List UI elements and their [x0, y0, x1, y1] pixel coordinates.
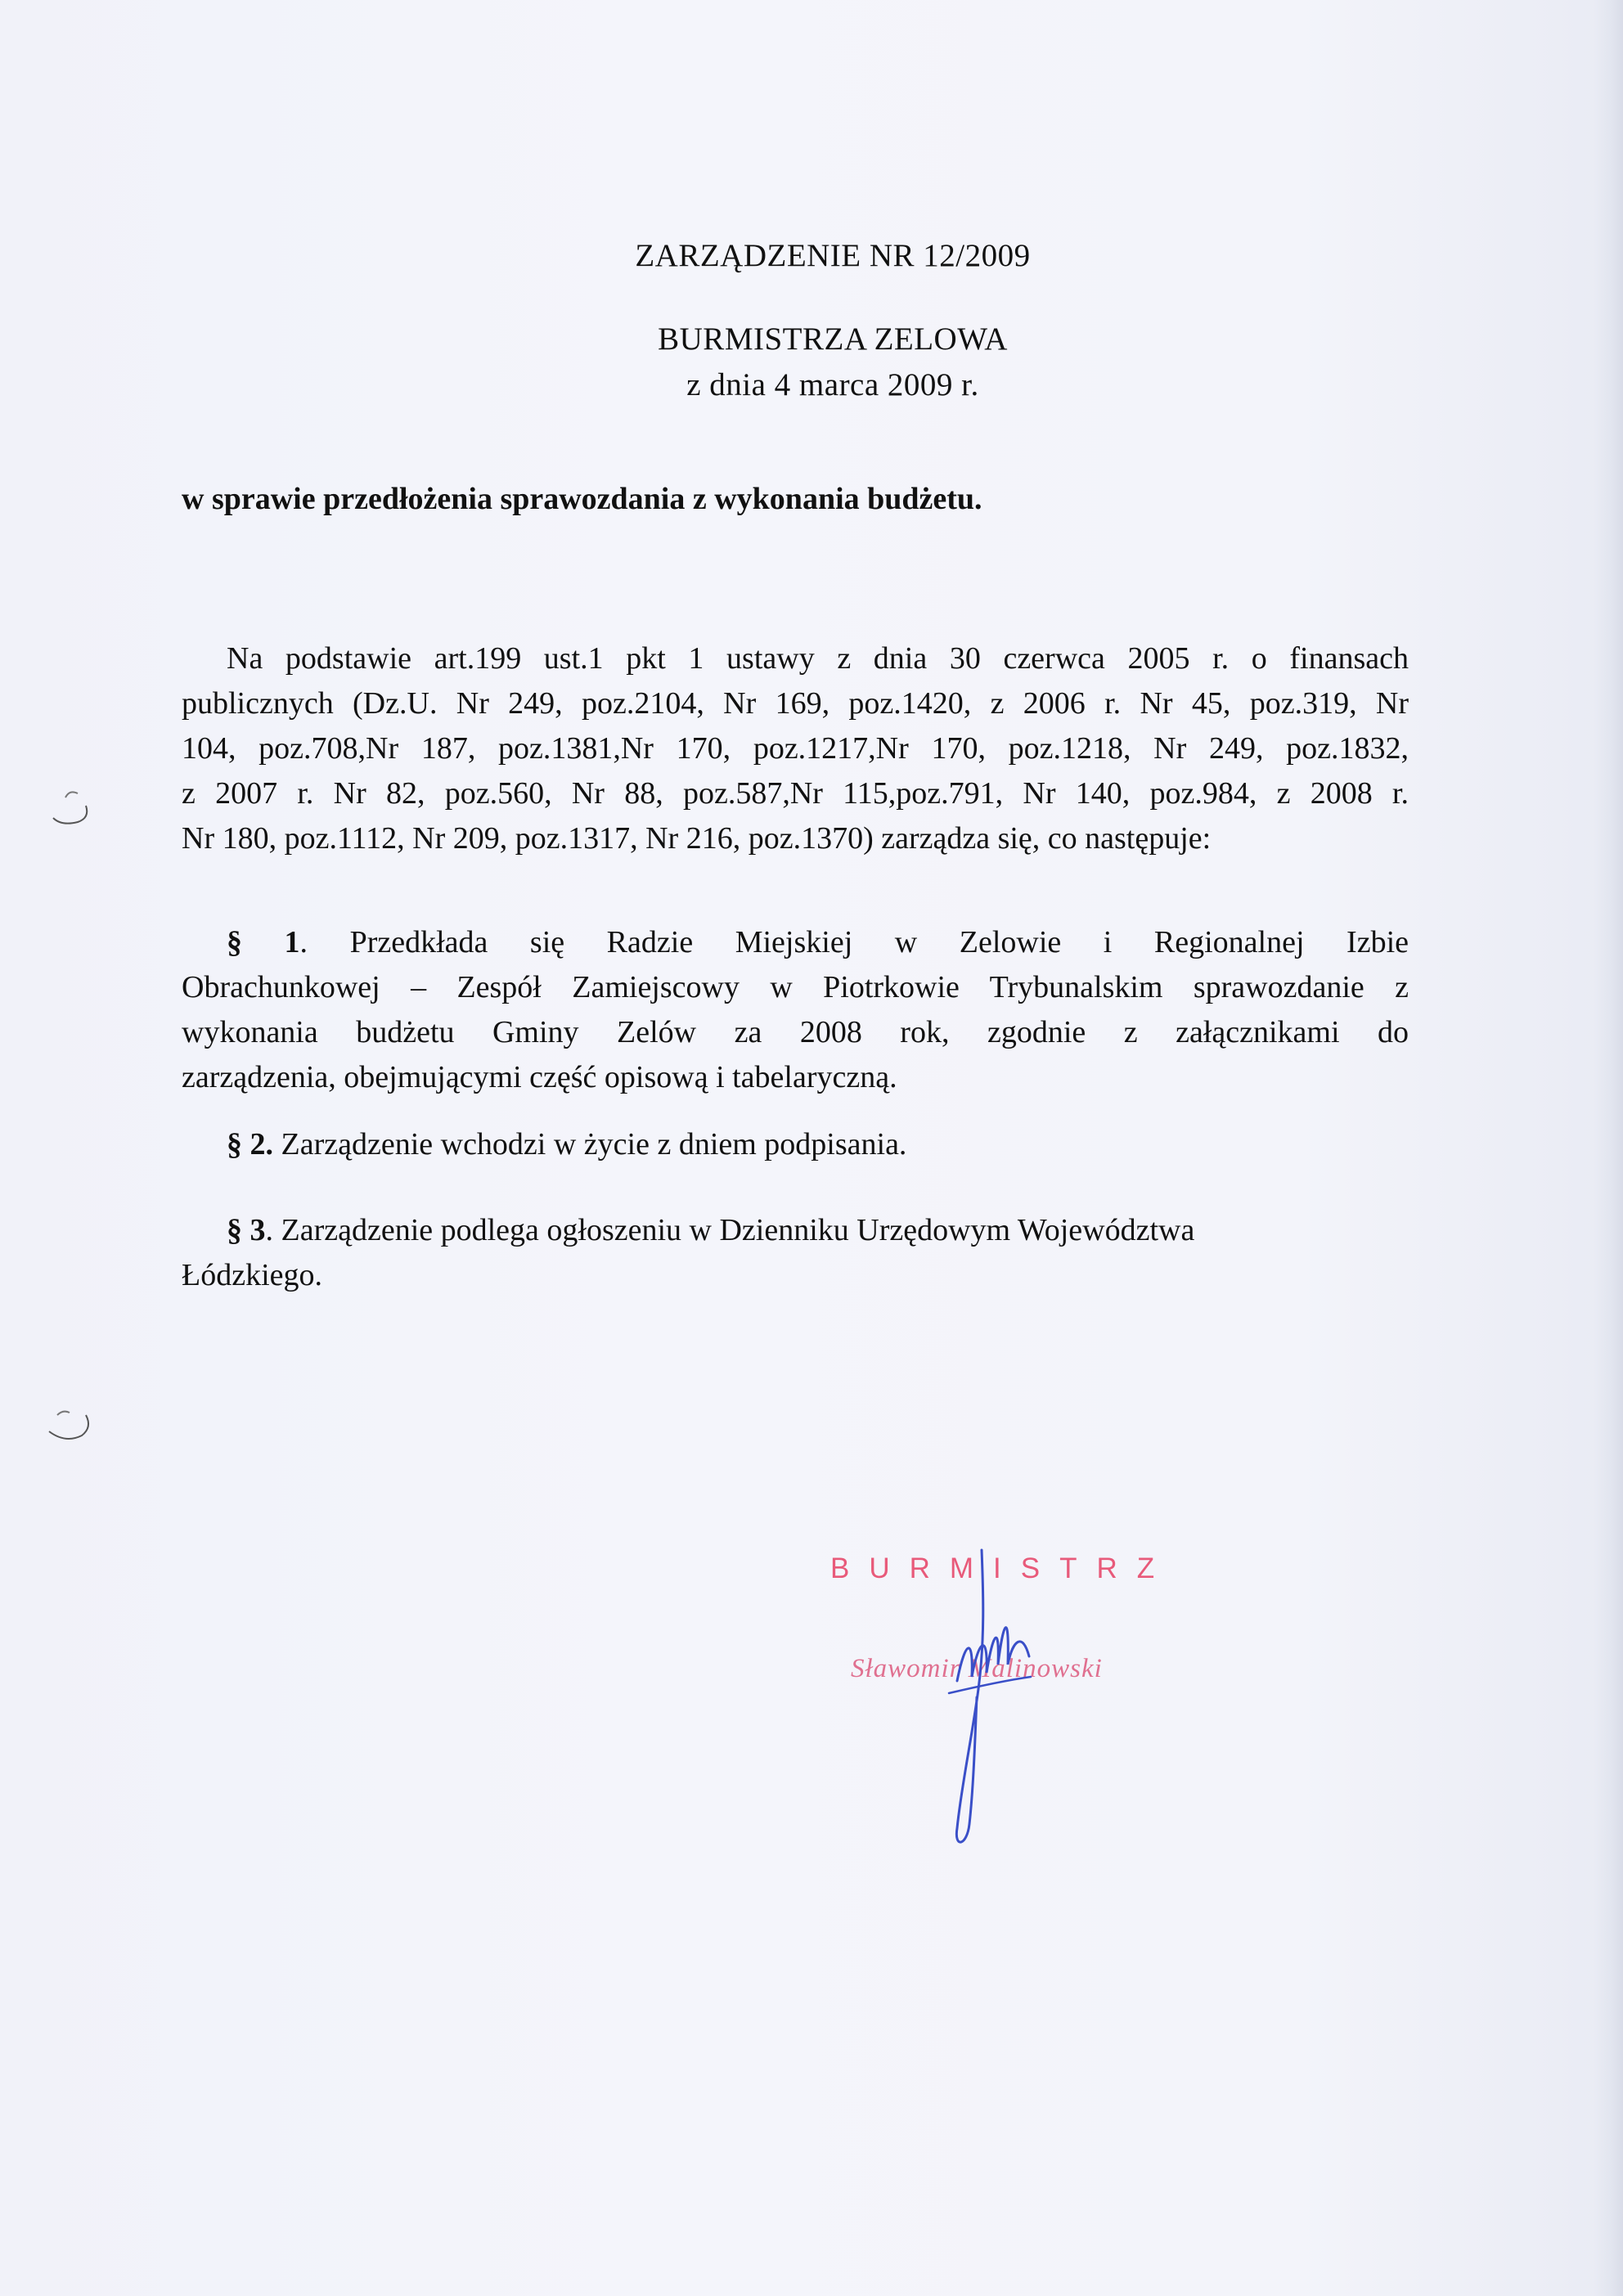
legal-basis-line: publicznych (Dz.U. Nr 249, poz.2104, Nr 169, poz.1420, z 2006 r. Nr 45, poz.319, Nr: [182, 686, 1409, 721]
punch-hole-mark: [45, 1403, 102, 1452]
document-title: ZARZĄDZENIE NR 12/2009: [635, 238, 1031, 273]
section-mark: § 1: [227, 925, 300, 959]
section-text-line: wykonania budżetu Gminy Zelów za 2008 rok, zgodnie z załącznikami do: [182, 1015, 1409, 1049]
punch-hole-mark: [45, 781, 102, 830]
section-text-line: zarządzenia, obejmującymi część opisową i tabelaryczną.: [182, 1060, 897, 1094]
legal-basis-line: 104, poz.708,Nr 187, poz.1381,Nr 170, poz.1217,Nr 170, poz.1218, Nr 249, poz.1832,: [182, 731, 1409, 766]
stamp-title: BURMISTRZ: [830, 1552, 1175, 1584]
section-text-line: Łódzkiego.: [182, 1258, 323, 1292]
legal-basis-line: Nr 180, poz.1112, Nr 209, poz.1317, Nr 216, poz.1370) zarządza się, co następuje:: [182, 821, 1212, 856]
section-text: . Przedkłada się Radzie Miejskiej w Zelowie i Regionalnej Izbie: [299, 925, 1409, 959]
section-3: [182, 1208, 1409, 1298]
section-mark: § 2.: [227, 1127, 273, 1161]
section-text: . Zarządzenie podlega ogłoszeniu w Dzienniku Urzędowym Województwa: [265, 1213, 1195, 1247]
handwritten-signature: [924, 1542, 1039, 1853]
issuing-authority: BURMISTRZA ZELOWA: [658, 321, 1008, 357]
section-3-first-line: [182, 1208, 1409, 1253]
legal-basis-line: z 2007 r. Nr 82, poz.560, Nr 88, poz.587,Nr 115,poz.791, Nr 140, poz.984, z 2008 r.: [182, 776, 1409, 811]
legal-basis-line: Na podstawie art.199 ust.1 pkt 1 ustawy z dnia 30 czerwca 2005 r. o finansach: [227, 641, 1409, 676]
document-date: z dnia 4 marca 2009 r.: [686, 367, 979, 402]
section-2: [182, 1122, 1409, 1167]
legal-basis-paragraph: [182, 636, 1409, 861]
section-text-line: Obrachunkowej – Zespół Zamiejscowy w Piotrkowie Trybunalskim sprawozdanie z: [182, 970, 1409, 1004]
section-1-first-line: [182, 920, 1409, 965]
section-2-first-line: [182, 1122, 1409, 1167]
section-1: [182, 920, 1409, 1100]
section-text: Zarządzenie wchodzi w życie z dniem podpisania.: [273, 1127, 907, 1161]
document-subject: w sprawie przedłożenia sprawozdania z wykonania budżetu.: [182, 482, 982, 516]
stamp-name: Sławomir Malinowski: [851, 1654, 1103, 1683]
section-mark: § 3: [227, 1213, 266, 1247]
